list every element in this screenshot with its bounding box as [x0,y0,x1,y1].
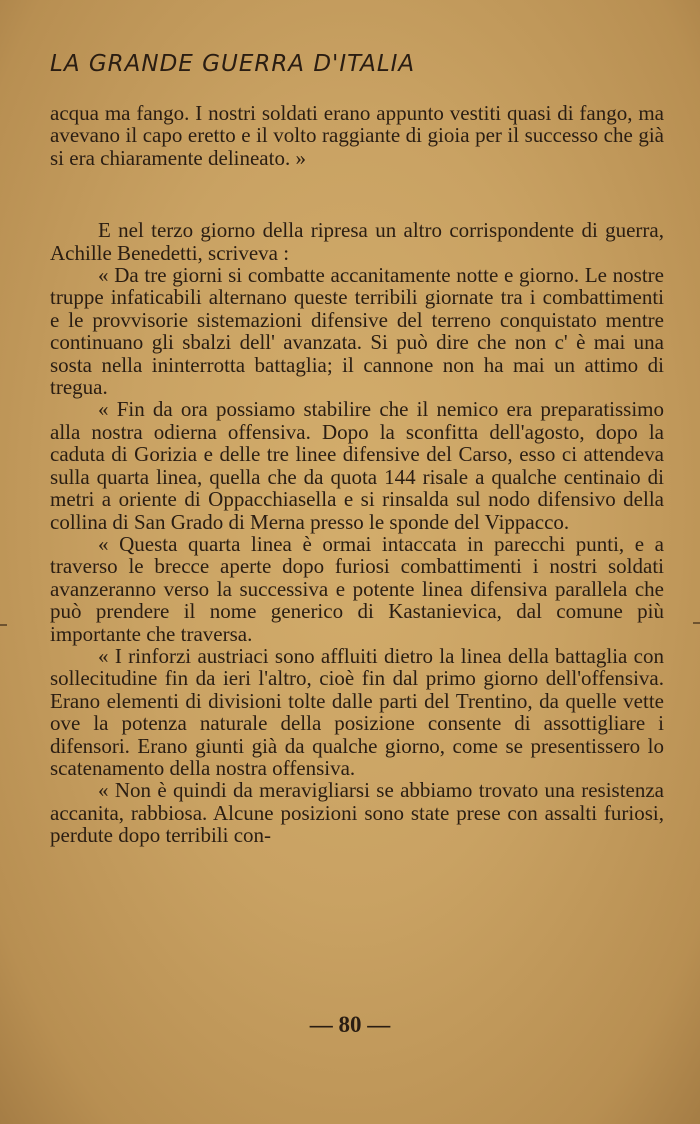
paragraph-quote-4: « I rinforzi austriaci sono affluiti dietro la linea della battaglia con sollecitudine fin da ieri l'altro, cioè fin dal primo giorno dell'offensiva. Erano elementi di divisioni tolte dalle parti del Trentino, da quelle vette ove la potenza naturale della posizione consente di assottigliare i difensori. Erano giunti già da qualche giorno, come se presentissero lo scatenamento della nostra offensiva. [50,643,664,780]
paragraph-quote-5: « Non è quindi da meravigliarsi se abbiamo trovato una resistenza accanita, rabbiosa. Alcune posizioni sono state prese con assalti furiosi, perdute dopo terribili con- [50,778,664,848]
paragraph-continuation: acqua ma fango. I nostri soldati erano appunto vestiti quasi di fango, ma avevano il capo eretto e il volto raggiante di gioia per il successo che già si era chiaramente delineato. » [50,101,664,170]
margin-mark-right [693,622,700,624]
paragraph-quote-1: « Da tre giorni si combatte accanitamente notte e giorno. Le nostre truppe infaticabili alternano queste terribili giornate tra i combattimenti e le provvisorie sistemazioni difensive del terreno conquistato mentre continuano gli sbalzi dell' avanzata. Si può dire che non c' è mai una sosta nella ininterrotta battaglia; il cannone non ha mai un attimo di tregua. [50,263,664,400]
section-gap [50,169,664,219]
margin-mark-left [0,624,7,626]
page-number: — 80 — [309,1012,391,1037]
paragraph-quote-2: « Fin da ora possiamo stabilire che il nemico era preparatissimo alla nostra odierna offensiva. Dopo la sconfitta dell'agosto, dopo la caduta di Gorizia e delle tre linee difensive del Carso, esso ci attendeva sulla quarta linea, quella che da quota 144 risale a qualche centinaio di metri a oriente di Oppacchiasella e si rinsalda sul nodo difensivo della collina di San Grado di Merna presso le sponde del Vippacco. [50,397,664,534]
paragraph-intro: E nel terzo giorno della ripresa un altro corrispondente di guerra, Achille Benedetti, scriveva : [50,218,664,265]
paragraph-quote-3: « Questa quarta linea è ormai intaccata in parecchi punti, e a traverso le brecce aperte dopo furiosi combattimenti i nostri soldati avanzeranno verso la successiva e potente linea difensiva parallela che può prendere il nome generico di Kastanievica, dal comune più importante che traversa. [50,531,664,646]
running-head: LA GRANDE GUERRA D'ITALIA [50,51,416,77]
page-body [50,48,664,847]
